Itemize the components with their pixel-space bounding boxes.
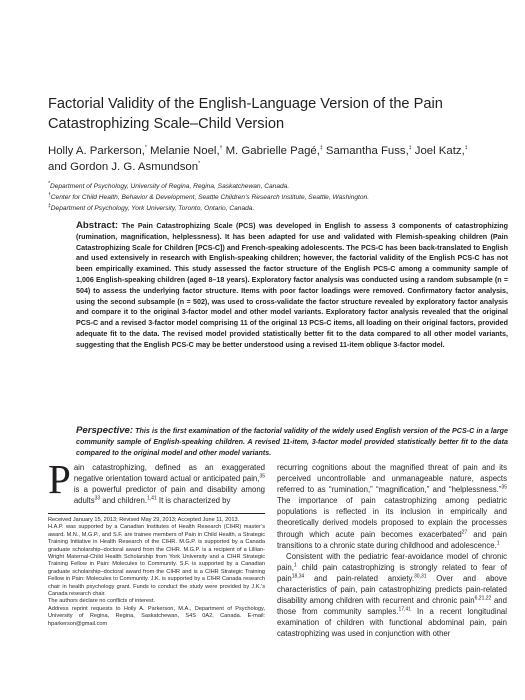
author-mark: ‡ bbox=[464, 145, 468, 152]
intro-text: and children. bbox=[100, 496, 147, 506]
body-text: Consistent with the pediatric fear-avoidance model of chronic pain, bbox=[277, 551, 507, 572]
author-asmundson: and Gordon J. G. Asmundson bbox=[48, 160, 199, 173]
footnotes bbox=[48, 517, 265, 628]
affiliation-mark: * bbox=[48, 180, 50, 187]
affiliation-mark: † bbox=[48, 191, 51, 198]
affiliation-item bbox=[48, 193, 488, 204]
body-text: The importance of pain catastrophizing among pediatric populations is reflected in its inclusion in empirically and theoretically derived models proposed to explain the processes through which acute pain becomes exacerbated bbox=[277, 496, 507, 539]
footnote-address: Address reprint requests to Holly A. Parkerson, M.A., Department of Psychology, University of Regina, Regina, Saskatchewan, S4S 0A2, Canada. E-mail: hparkerson@gmail.com bbox=[48, 605, 265, 627]
body-paragraph bbox=[277, 551, 507, 640]
author-mark: ‡ bbox=[408, 145, 412, 152]
author-parkerson: Holly A. Parkerson, bbox=[48, 145, 145, 157]
citation: 1,41 bbox=[147, 495, 157, 502]
citation: 33 bbox=[94, 495, 101, 502]
body-text: In a recent longitudinal examination of children with functional abdominal pain, pain catastrophizing was used in conjunction with other bbox=[277, 607, 507, 639]
author-mark: * bbox=[144, 145, 147, 152]
citation: 35 bbox=[501, 484, 507, 491]
perspective bbox=[76, 426, 508, 458]
citation: 18,34 bbox=[291, 573, 305, 580]
footnote-received: Received January 15, 2013; Revised May 29, 2013; Accepted June 11, 2013. bbox=[48, 517, 240, 523]
body-text: and those from community samples. bbox=[277, 596, 507, 617]
abstract bbox=[76, 221, 508, 351]
affiliation-mark: ‡ bbox=[48, 202, 51, 209]
intro-text: is a powerful predictor of pain and disability among adults bbox=[73, 485, 265, 506]
affiliation-text: Department of Psychology, York University, Toronto, Ontario, Canada. bbox=[50, 204, 255, 212]
affiliations bbox=[48, 182, 488, 214]
author-noel: Melanie Noel, bbox=[146, 145, 220, 157]
author-katz: Joel Katz, bbox=[411, 145, 465, 157]
body-text: and pain transitions to a chronic state during childhood and adolescence. bbox=[277, 529, 507, 550]
intro-text: It is characterized by bbox=[156, 496, 231, 506]
body-text: and pain-related anxiety. bbox=[304, 573, 415, 583]
abstract-heading: Abstract: bbox=[76, 220, 119, 231]
author-mark: * bbox=[198, 160, 201, 167]
article-title-line-2: Catastrophizing Scale–Child Version bbox=[48, 116, 285, 132]
body-text: child pain catastrophizing is strongly related to fear of pain bbox=[277, 562, 507, 583]
author-mark: † bbox=[219, 145, 223, 152]
footnote-conflicts: The authors declare no conflicts of interest. bbox=[48, 598, 155, 605]
citation: 6,21,22 bbox=[474, 595, 492, 602]
intro-paragraph bbox=[48, 456, 265, 506]
author-page: M. Gabrielle Pagé, bbox=[222, 145, 320, 157]
author-mark: ‡ bbox=[319, 145, 323, 152]
body-text: recurring cognitions about the magnified threat of pain and its perceived uncontrollable and unmanageable nature, aspects referred to as “rumination,” “magnification,” and “helplessness.” bbox=[277, 463, 507, 495]
citation: 27 bbox=[461, 528, 468, 535]
intro-text: ain catastrophizing, defined as an exaggerated negative orientation toward actual or anticipated pain, bbox=[73, 463, 265, 484]
footnote-divider bbox=[48, 513, 265, 514]
citation: 1 bbox=[293, 562, 297, 569]
author-list bbox=[48, 144, 488, 175]
article-title-line-1: Factorial Validity of the English-Language Version of the Pain bbox=[48, 96, 443, 112]
author-fuss: Samantha Fuss, bbox=[322, 145, 409, 157]
citation: 1 bbox=[496, 540, 500, 547]
drop-cap: P bbox=[48, 456, 71, 502]
body-paragraph bbox=[277, 462, 507, 551]
citation: 35 bbox=[259, 473, 265, 480]
affiliation-text: Department of Psychology, University of Regina, Regina, Saskatchewan, Canada. bbox=[49, 183, 290, 190]
right-column bbox=[277, 462, 507, 640]
body-text: Over and above characteristics of pain, pain catastrophizing predicts pain-related disability among children with recurrent and chronic pain bbox=[277, 573, 507, 606]
perspective-body: This is the first examination of the factorial validity of the widely used English version of the PCS-C in a large community sample of English-speaking children. A revised 11-item, 3-factor model provided statistically better fit to the data compared to the original model and other model variants. bbox=[76, 427, 508, 457]
affiliation-item bbox=[48, 182, 488, 193]
footnote-funding: H.A.P. was supported by a Canadian Institutes of Health Research (CIHR) master’s award. M.N., M.G.P., and S.F. are trainee members of Pain in Child Health, a Strategic Training Initiative in Health Research of the CIHR. M.G.P. is supported by a Canada graduate scholarship–doctoral award from the CIHR. M.G.P. is a recipient of a Lillian-Wright Maternal-Child Health Scholarship from York University and a CIHR Strategic Training Fellow in Pain: Molecules to Community. S.F. is supported by a Canadian graduate scholarship–doctoral award from the CIHR and is a CIHR Strategic Training Fellow in Pain: Molecules to Community. J.K. is supported by a CIHR Canada research chair in health psychology grant. Funds to conduct the study were provided by J.K.’s Canada research chair. bbox=[48, 524, 265, 598]
perspective-heading: Perspective: bbox=[76, 425, 134, 436]
abstract-body: The Pain Catastrophizing Scale (PCS) was developed in English to assess 3 components of catastrophizing (rumination, magnification, helplessness). It has been adapted for use and validated with Flemish-speaking children (Pain Catastrophizing Scale for Children [PCS-C]) and French-speaking adolescents. The PCS-C has been back-translated to English and used extensively in research with English-speaking children; however, the factorial validity of the English PCS-C has not been empirically examined. This study assessed the factor structure of the English PCS-C among a community sample of 1,006 English-speaking children (aged 8–18 years). Exploratory factor analysis was conducted using a random subsample (n = 504) to assess the underlying factor structure. Items with poor factor loadings were removed. Confirmatory factor analysis, using the second subsample (n = 502), was used to cross-validate the factor structure revealed by exploratory factor analysis and compare it to the original 3-factor model and other model variants. Exploratory factor analysis revealed that the original PCS-C and a revised 3-factor model comprising 11 of the original 13 PCS-C items, all loading on their original factors, provided adequate fit to the data. The revised model provided statistically better fit to the data compared to all other model variants, suggesting that the English PCS-C may be better understood using a revised 11-item oblique 3-factor model. bbox=[76, 222, 508, 349]
citation: 17,41 bbox=[398, 606, 412, 613]
article-title bbox=[48, 94, 488, 134]
citation: 30,31 bbox=[414, 573, 427, 580]
affiliation-item bbox=[48, 204, 488, 215]
affiliation-text: Center for Child Health, Behavior & Development, Seattle Children’s Research Institute, Seattle, Washington. bbox=[50, 193, 370, 201]
